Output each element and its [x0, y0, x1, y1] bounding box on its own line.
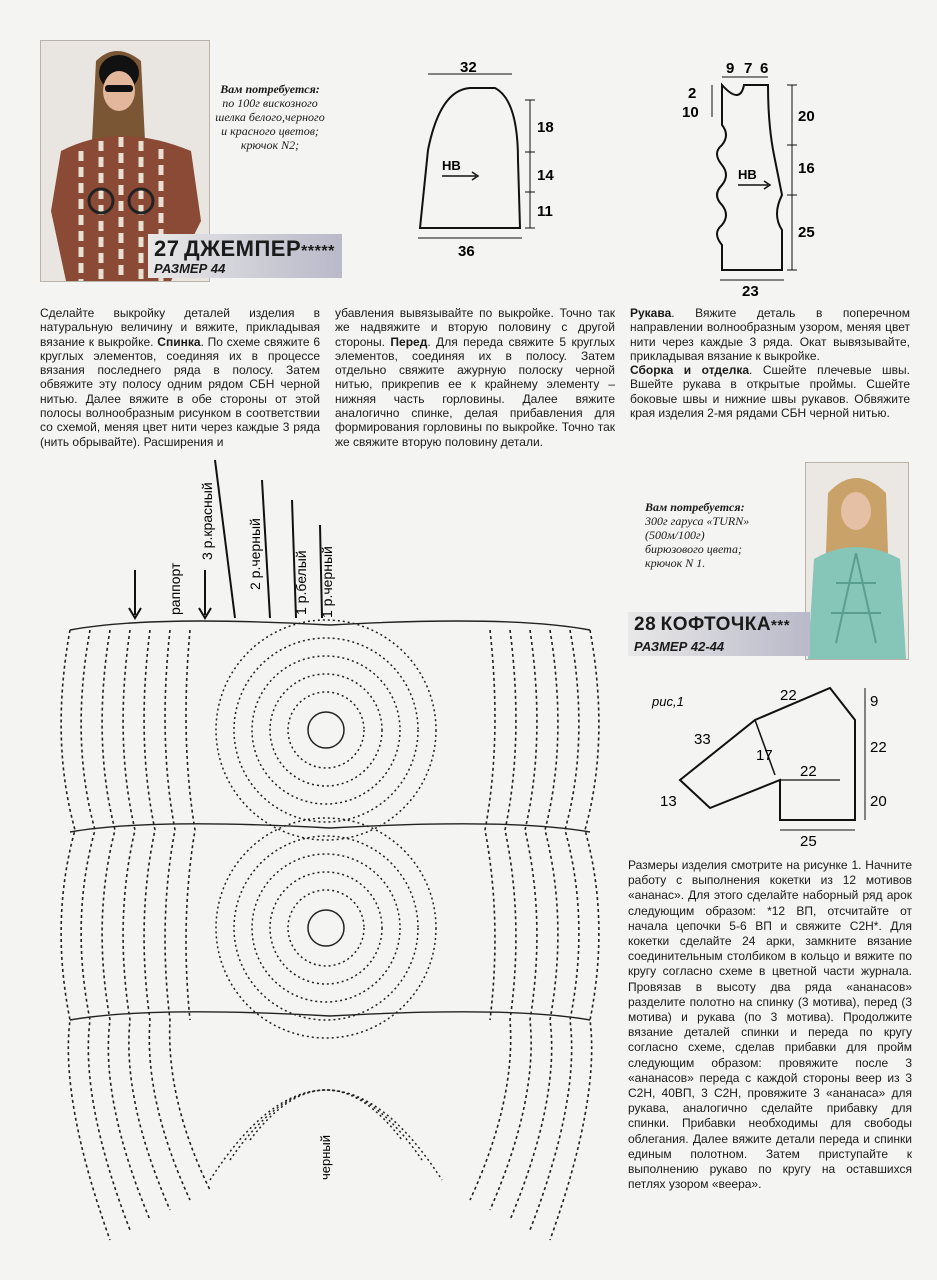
jumper-materials-line: шелка белого,черного [215, 110, 325, 124]
row-white-1-label: 1 р.белый [293, 550, 309, 615]
body-right-1: 20 [798, 108, 815, 125]
blouse-number: 28 [634, 614, 657, 635]
body-pattern-diagram [682, 55, 832, 300]
sleeve-height-1: 18 [537, 119, 554, 136]
blouse-materials-line: 300г гаруса «TURN» [645, 514, 750, 528]
chart-horizontal-rows [70, 621, 590, 1020]
sleeve-top-width: 32 [460, 60, 477, 76]
sleeve-direction-label: НВ [442, 158, 461, 173]
blouse-instructions: Размеры изделия смотрите на рисунке 1. Начните работу с выполнения кокетки из 12 мотивов «ананас». Для этого сделайте наборный ряд арок следующим образом: *12 ВП, отсчитайте от начала цепочки 5-6 ВП и свяжите С2Н*. Для кокетки сделайте 24 арки, замкните вязание соединительным столбиком в кольцо и вяжите по кругу согласно схеме в цветной части журнала. Провязав в высоту два ряда «ананасов» разделите полотно на спинку (3 мотива), перед (3 мотива) и рукава (по 3 мотива). Продолжите вязание деталей спинки и переда по кругу согласно схеме, сделав прибавки для пройм следующим образом: провяжите после 3 «ананасов» переда с каждой стороны веер из 3 С2Н, 40ВП, 3 С2Н, провяжите 3 «ананаса» для рукава, аналогично сделайте прибавку для спинки. Прибавки необходимы для свободы облегания. Далее вяжите детали переда и спинки единым полотном. Затем приступайте к выполнению рукаво по кругу на оставшихся петлях узором «веера». [628, 858, 912, 1192]
jumper-materials-line: и красного цветов; [221, 124, 319, 138]
neck-black-label: черный [318, 1134, 333, 1180]
blouse-title: КОФТОЧКА [660, 614, 772, 635]
row-red-3-label: 3 р.красный [199, 482, 215, 560]
jumper-title: ДЖЕМПЕР [183, 236, 302, 261]
jumper-materials-title: Вам потребуется: [220, 82, 320, 96]
body-left-1: 2 [688, 85, 697, 102]
blouse-materials-line: крючок N 1. [645, 556, 706, 570]
jumper-text-column-3 [630, 306, 910, 420]
fig-right-9: 9 [870, 693, 879, 710]
fig-right-22: 22 [870, 739, 887, 756]
body-bottom-width: 23 [742, 283, 759, 300]
jumper-text-column-1 [40, 306, 320, 449]
jumper-materials [205, 82, 335, 152]
blouse-materials [645, 500, 795, 570]
jumper-stars: ***** [301, 243, 335, 260]
sleeve-pattern-diagram [400, 60, 570, 265]
figure-1-diagram [650, 680, 900, 850]
blouse-model-photo [805, 462, 909, 660]
back-heading: Спинка [157, 334, 201, 349]
body-left-2: 10 [682, 104, 699, 121]
fig-cuff-13: 13 [660, 793, 677, 810]
rapport-label: раппорт [167, 562, 183, 615]
chart-motif-top [216, 620, 436, 840]
sleeve-height-2: 14 [537, 167, 554, 184]
jumper-text-column-2 [335, 306, 615, 449]
chart-motif-bottom [216, 818, 436, 1038]
blouse-text-column [628, 858, 912, 1192]
blouse-size: РАЗМЕР 42-44 [634, 639, 725, 654]
body-right-3: 25 [798, 224, 815, 241]
blouse-materials-title: Вам потребуется: [645, 500, 745, 514]
body-top-3: 6 [760, 60, 769, 77]
fig-sleeve-33: 33 [694, 731, 711, 748]
front-text: . Для переда свяжите 5 круглых элементов, соединяя их в полосу. Затем отдельно свяжите ажурную полоску черной нитью, прикрепив ее к крайнему элементу – нижняя часть горловины. Далее вяжите аналогично спинке, делая прибавления для формирования горловины по выкройке. Точно так же свяжите вторую половину детали. [335, 334, 615, 449]
jumper-title-band [148, 234, 342, 278]
blouse-stars: *** [771, 617, 791, 634]
fig-top-width: 22 [780, 687, 797, 704]
blouse-materials-line: (500м/100г) [645, 528, 705, 542]
sleeves-heading: Рукава [630, 306, 672, 320]
sleeve-height-3: 11 [537, 203, 553, 220]
body-top-2: 7 [744, 60, 753, 77]
blouse-title-band [628, 612, 810, 656]
sleeves-text: . Вяжите деталь в поперечном направлении волнообразным узором, меняя цвет нити через каждые 3 ряда. Окат вывязывайте, прикладывая вязание к выкройке. [630, 306, 910, 363]
fig-chest-22: 22 [800, 763, 817, 780]
assembly-heading: Сборка и отделка [630, 363, 750, 378]
fig-right-20: 20 [870, 793, 887, 810]
row-black-1-label: 1 р.черный [319, 546, 335, 618]
body-direction-label: НВ [738, 167, 757, 182]
figure-1-label: рис,1 [652, 694, 684, 709]
blouse-materials-line: бирюзового цвета; [645, 542, 742, 556]
fig-bottom-25: 25 [800, 833, 817, 850]
jumper-materials-line: по 100г вискозного [222, 96, 318, 110]
back-text-continued: убавления вывязывайте по выкройке. Точно так же надвяжите и вторую половину с другой стороны. [335, 306, 615, 349]
body-top-1: 9 [726, 60, 735, 77]
jumper-intro-text: Сделайте выкройку деталей изделия в натуральную величину и вяжите, прикладывая вязание к выкройке. [40, 306, 320, 349]
fig-armhole-17: 17 [756, 747, 773, 764]
jumper-materials-line: крючок N2; [240, 138, 300, 152]
jumper-size: РАЗМЕР 44 [154, 261, 226, 276]
blouse-model-illustration [806, 463, 908, 659]
jumper-number: 27 [154, 236, 180, 261]
body-right-2: 16 [798, 160, 815, 177]
front-heading: Перед [390, 334, 428, 349]
sleeve-bottom-width: 36 [458, 243, 475, 260]
assembly-text: . Сшейте плечевые швы. Вшейте рукава в открытые проймы. Сшейте боковые швы и нижние швы рукавов. Обвяжите края изделия 2-мя рядами СБН черной нитью. [630, 363, 910, 421]
back-text: . По схеме свяжите 6 круглых элементов, соединяя их в процессе вязания последнего ряда в полосу. Затем обвяжите эту полосу одним рядом СБН черной нитью. Далее вяжите в обе стороны от этой полосы волнообразным рисунком в соответствии со схемой, меняя цвет нити через каждые 3 ряда (нить обрывайте). Расширения и [40, 334, 321, 449]
row-black-2-label: 2 р.черный [247, 518, 263, 590]
crochet-chart [30, 440, 630, 1270]
